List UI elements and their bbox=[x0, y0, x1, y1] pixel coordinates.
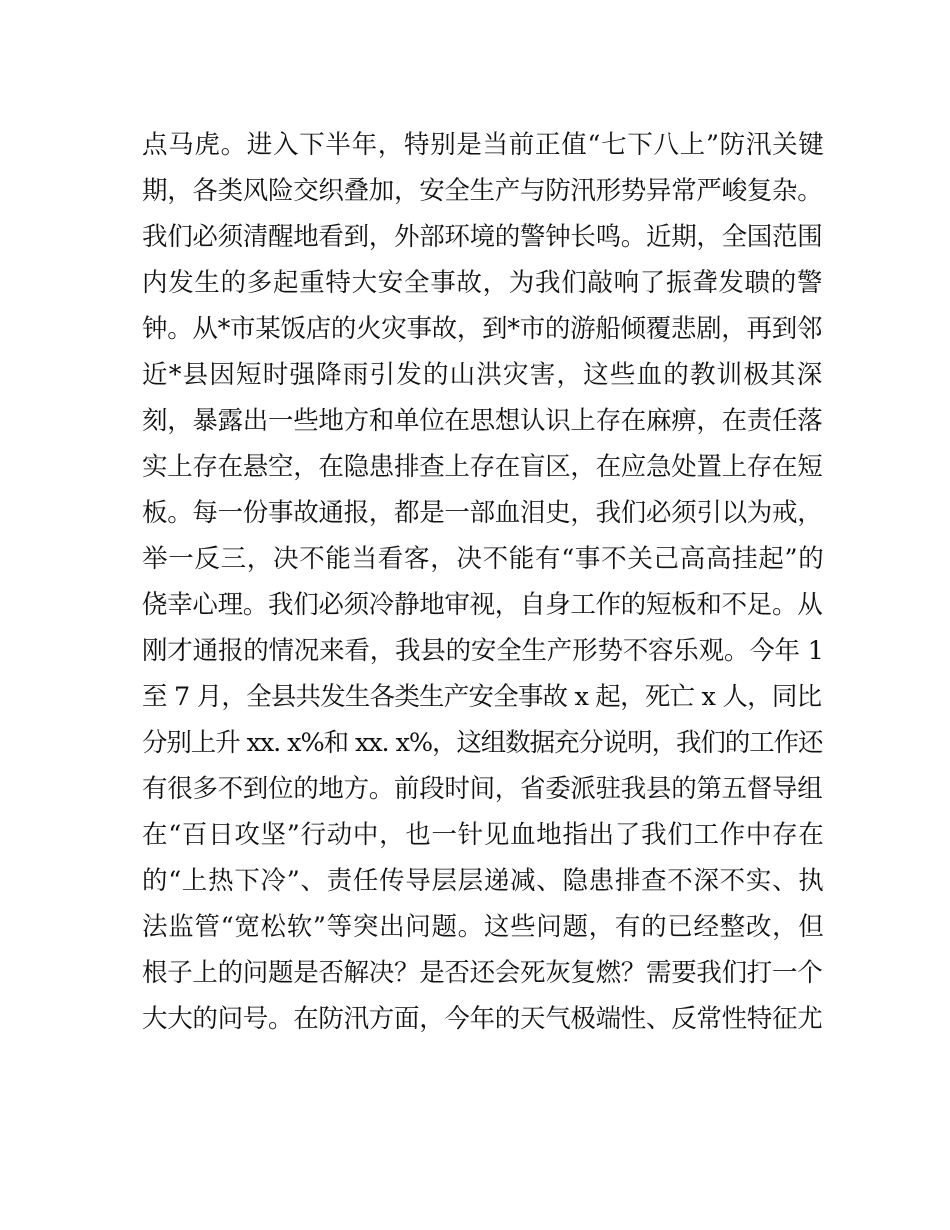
text-line-3: 我们必须清醒地看到，外部环境的警钟长鸣。近期，全国范围 bbox=[142, 222, 823, 252]
text-line-18: 法监管“宽松软”等突出问题。这些问题，有的已经整改，但 bbox=[142, 912, 825, 942]
text-line-10: 举一反三，决不能当看客，决不能有“事不关己高高挂起”的 bbox=[142, 544, 825, 574]
text-line-9: 板。每一份事故通报，都是一部血泪史，我们必须引以为戒， bbox=[142, 498, 823, 528]
text-line-6: 近*县因短时强降雨引发的山洪灾害，这些血的教训极其深 bbox=[142, 360, 824, 390]
text-line-4: 内发生的多起重特大安全事故，为我们敲响了振聋发聩的警 bbox=[142, 268, 824, 298]
text-line-1: 点马虎。进入下半年，特别是当前正值“七下八上”防汛关键 bbox=[142, 130, 825, 160]
text-line-12: 刚才通报的情况来看，我县的安全生产形势不容乐观。今年 1 bbox=[142, 636, 824, 666]
text-line-7: 刻，暴露出一些地方和单位在思想认识上存在麻痹，在责任落 bbox=[142, 406, 823, 436]
text-line-15: 有很多不到位的地方。前段时间，省委派驻我县的第五督导组 bbox=[142, 774, 823, 804]
text-line-8: 实上存在悬空，在隐患排查上存在盲区，在应急处置上存在短 bbox=[142, 452, 823, 482]
text-line-16: 在“百日攻坚”行动中，也一针见血地指出了我们工作中存在 bbox=[142, 820, 825, 850]
text-line-11: 侥幸心理。我们必须冷静地审视，自身工作的短板和不足。从 bbox=[142, 590, 823, 620]
text-line-13: 至 7 月，全县共发生各类生产安全事故 x 起，死亡 x 人，同比 bbox=[142, 682, 822, 712]
text-line-14: 分别上升 xx. x%和 xx. x%，这组数据充分说明，我们的工作还 bbox=[142, 728, 823, 758]
text-line-5: 钟。从*市某饭店的火灾事故，到*市的游船倾覆悲剧，再到邻 bbox=[142, 314, 823, 344]
text-line-2: 期，各类风险交织叠加，安全生产与防汛形势异常严峻复杂。 bbox=[142, 176, 823, 206]
text-line-17: 的“上热下冷”、责任传导层层递减、隐患排查不深不实、执 bbox=[142, 866, 825, 896]
text-line-20: 大大的问号。在防汛方面，今年的天气极端性、反常性特征尤 bbox=[142, 1004, 823, 1034]
text-line-19: 根子上的问题是否解决？是否还会死灰复燃？需要我们打一个 bbox=[142, 958, 823, 988]
